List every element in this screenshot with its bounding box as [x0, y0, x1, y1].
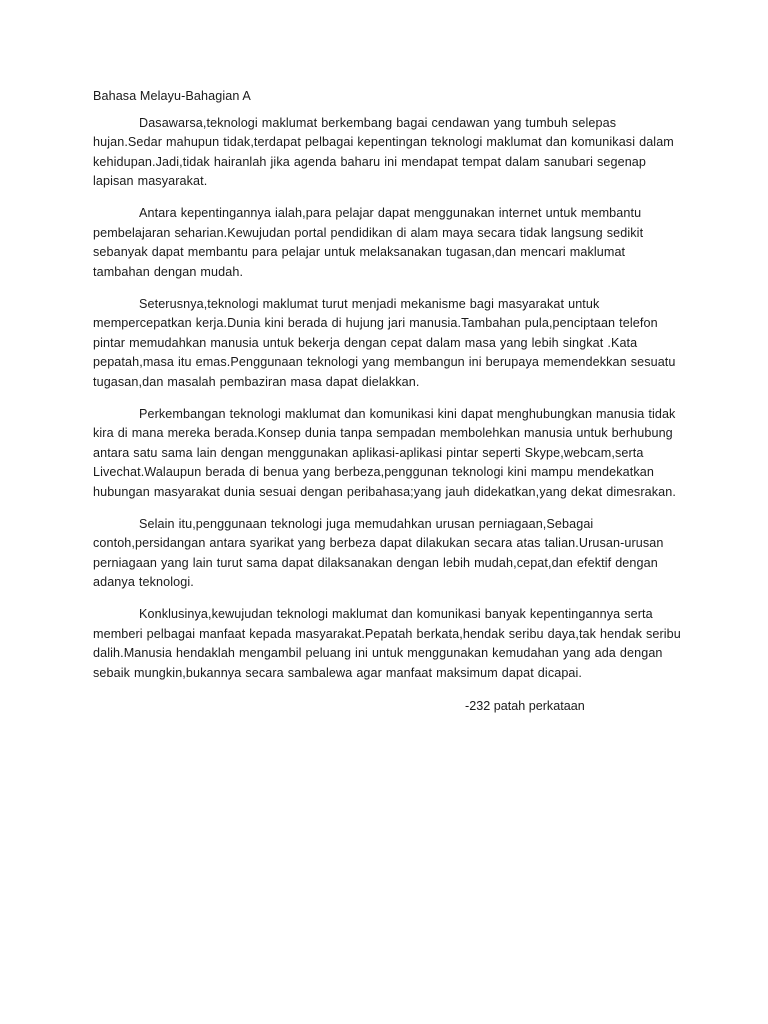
paragraph-introduction: Dasawarsa,teknologi maklumat berkembang bagai cendawan yang tumbuh selepas hujan.Sedar mahupun tidak,terdapat pelbagai kepentingan teknologi maklumat dan komunikasi dalam kehidupan.Jadi,tidak hairanlah jika agenda baharu ini mendapat tempat dalam sanubari segenap lapisan masyarakat. — [93, 115, 674, 188]
document-title: Bahasa Melayu-Bahagian A — [93, 89, 251, 103]
word-count-note: -232 patah perkataan — [465, 699, 585, 713]
paragraph-work-efficiency: Seterusnya,teknologi maklumat turut menjadi mekanisme bagi masyarakat untuk mempercepatkan kerja.Dunia kini berada di hujung jari manusia.Tambahan pula,penciptaan telefon pintar memudahkan manusia untuk bekerja dengan cepat dalam masa yang lebih singkat .Kata pepatah,masa itu emas.Penggunaan teknologi yang membangun ini berupaya memendekkan sesuatu tugasan,dan masalah pembaziran masa dapat dielakkan. — [93, 296, 676, 389]
paragraph-communication: Perkembangan teknologi maklumat dan komunikasi kini dapat menghubungkan manusia tidak kira di mana mereka berada.Konsep dunia tanpa sempadan membolehkan manusia untuk berhubung antara satu sama lain dengan menggunakan aplikasi-aplikasi pintar seperti Skype,webcam,serta Livechat.Walaupun berada di benua yang berbeza,penggunan teknologi kini mampu mendekatkan hubungan masyarakat dunia sesuai dengan peribahasa;yang jauh didekatkan,yang dekat dimesrakan. — [93, 406, 676, 499]
document-body — [93, 87, 683, 696]
paragraph-business: Selain itu,penggunaan teknologi juga memudahkan urusan perniagaan,Sebagai contoh,persidangan antara syarikat yang berbeza dapat dilakukan secara atas talian.Urusan-urusan perniagaan yang lain turut sama dapat dilaksanakan dengan lebih mudah,cepat,dan efektif dengan adanya teknologi. — [93, 516, 664, 589]
paragraph-conclusion: Konklusinya,kewujudan teknologi maklumat dan komunikasi banyak kepentingannya serta memberi pelbagai manfaat kepada masyarakat.Pepatah berkata,hendak seribu daya,tak hendak seribu dalih.Manusia hendaklah mengambil peluang ini untuk menggunakan kemudahan yang ada dengan sebaik mungkin,bukannya secara sambalewa agar manfaat maksimum dapat dicapai. — [93, 607, 681, 680]
paragraph-education: Antara kepentingannya ialah,para pelajar dapat menggunakan internet untuk membantu pembelajaran seharian.Kewujudan portal pendidikan di alam maya secara tidak langsung sedikit sebanyak dapat membantu para pelajar untuk melaksanakan tugasan,dan mencari maklumat tambahan dengan mudah. — [93, 206, 644, 279]
